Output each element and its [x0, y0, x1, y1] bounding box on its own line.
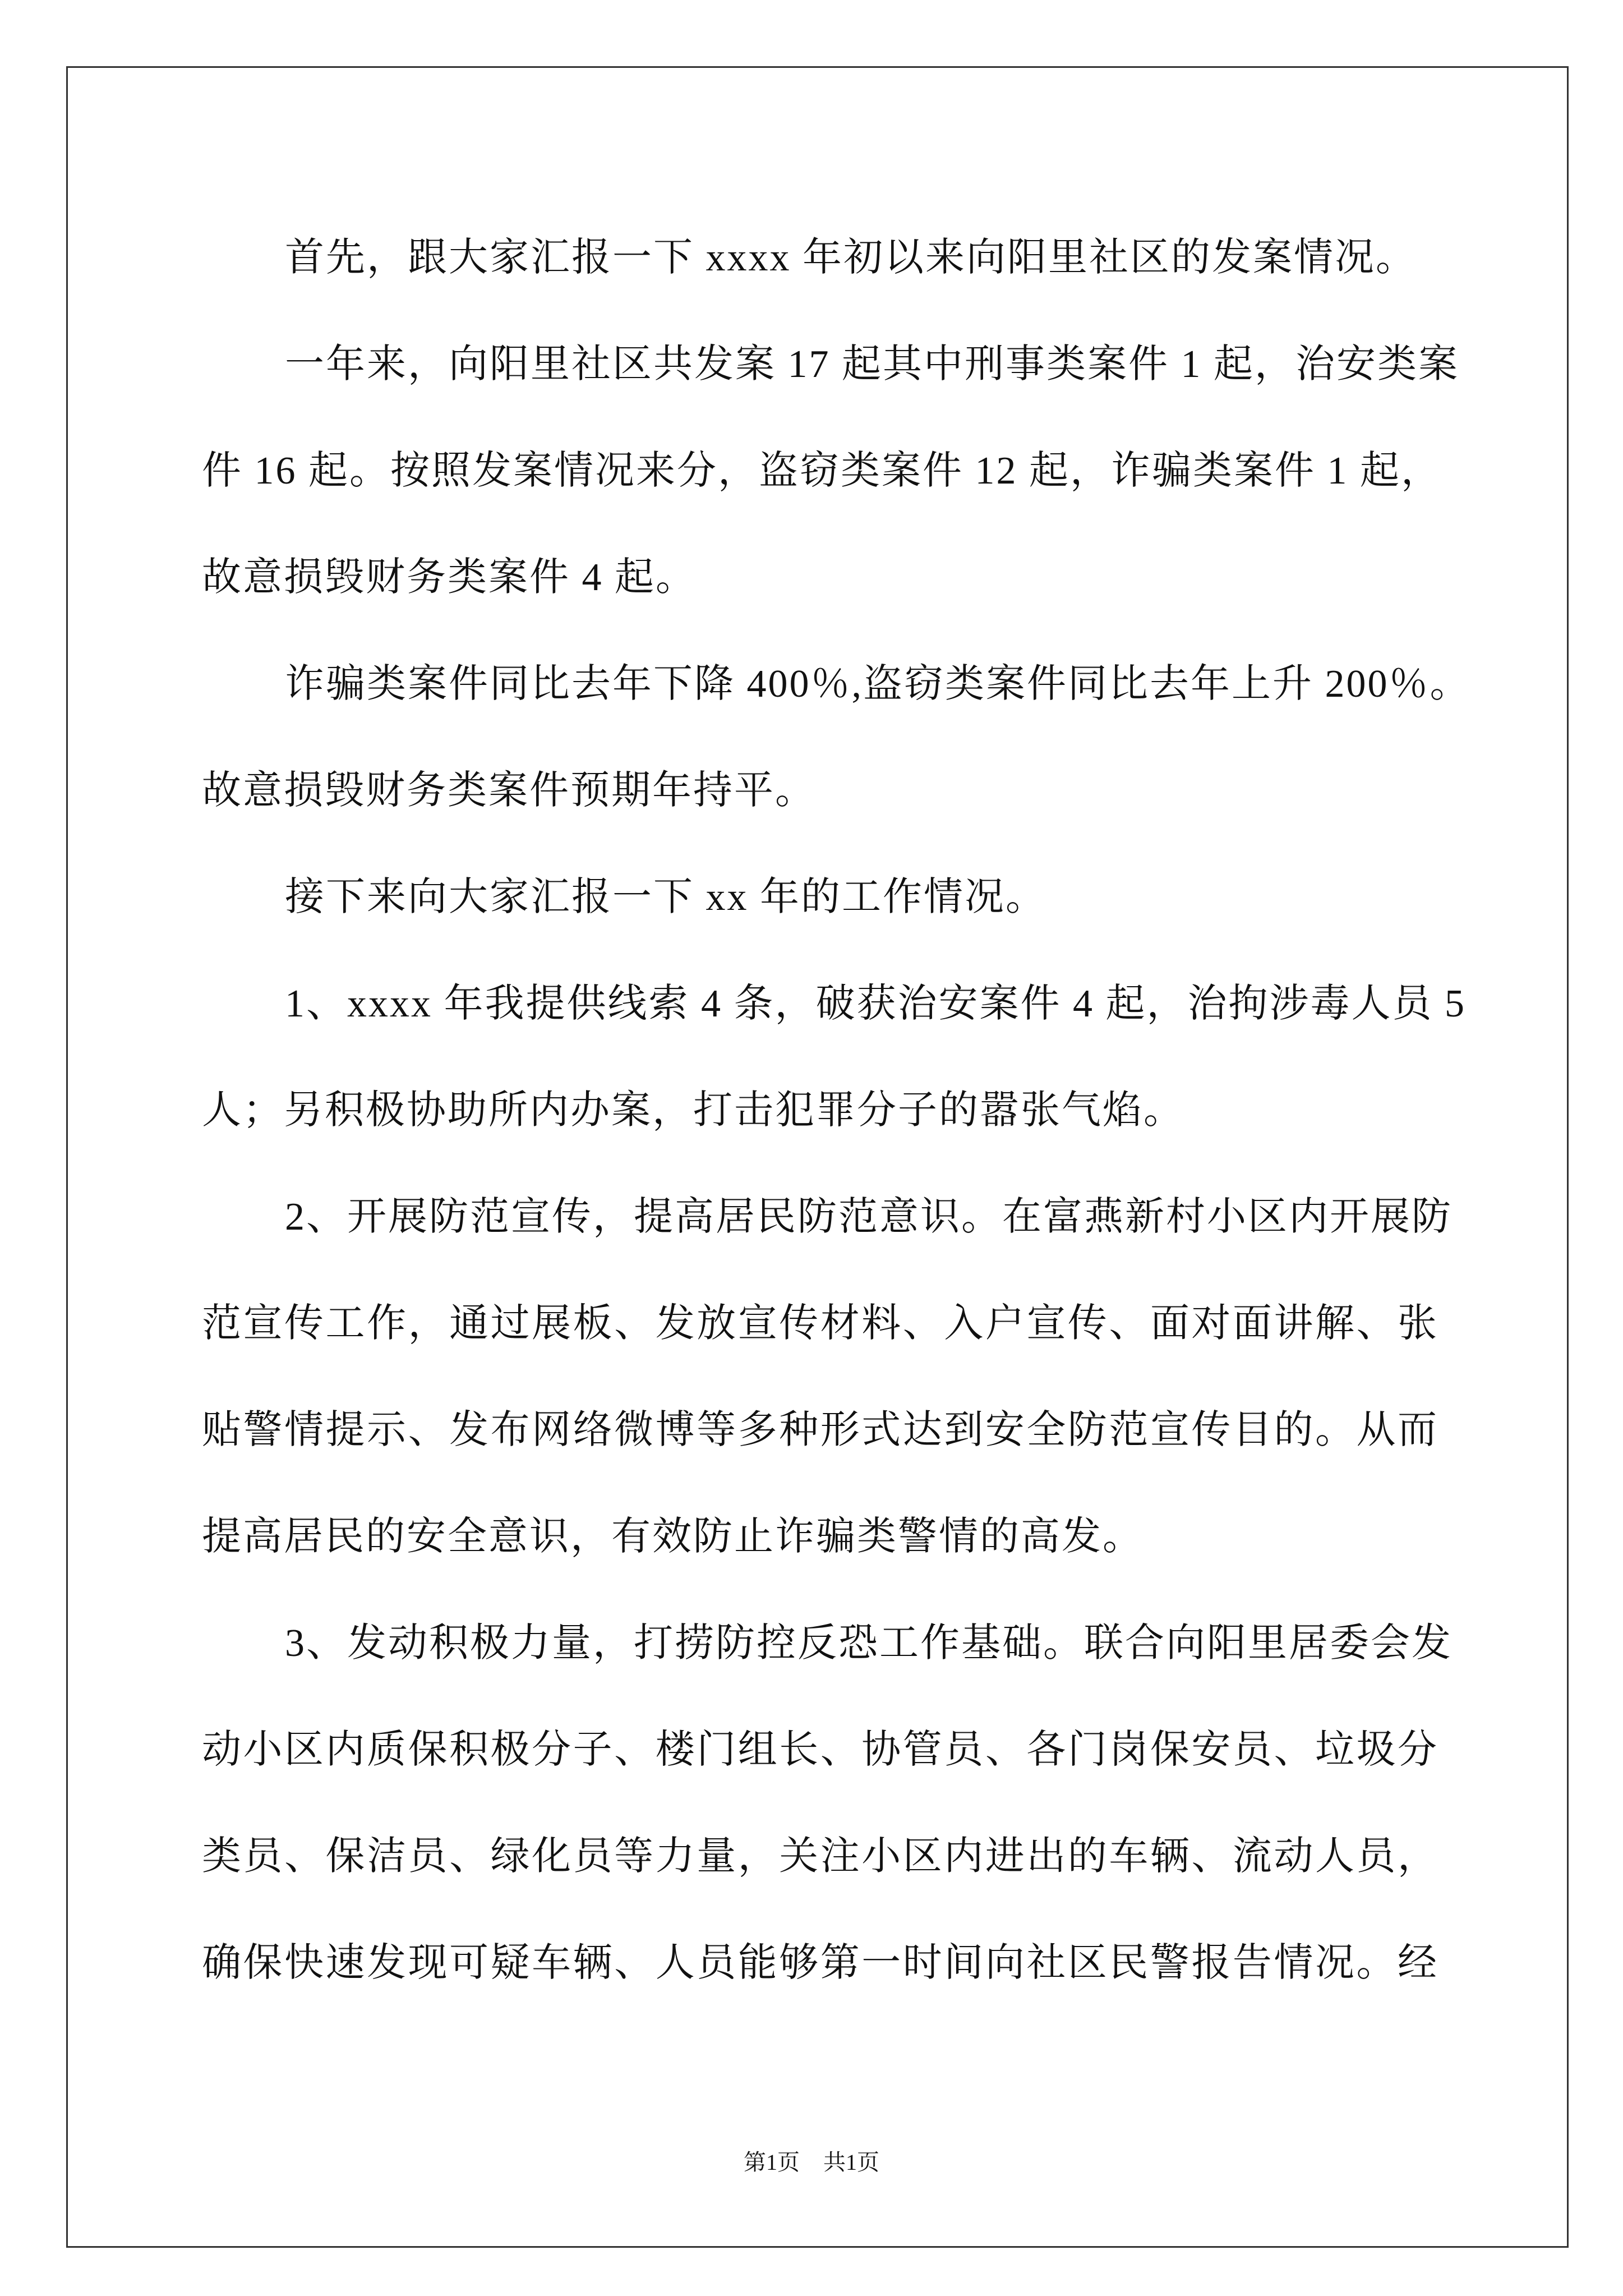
paragraph-line: 确保快速发现可疑车辆、人员能够第一时间向社区民警报告情况。经: [202, 1941, 1438, 1985]
paragraph: [202, 631, 1471, 844]
page-total: 共1页: [823, 2150, 879, 2175]
paragraph: [202, 951, 1466, 1164]
paragraph-line: 故意损毁财务类案件 4 起。: [202, 556, 697, 599]
paragraph-line: 类员、保洁员、绿化员等力量，关注小区内进出的车辆、流动人员，: [202, 1835, 1438, 1878]
page-number: 第1页: [744, 2150, 800, 2175]
paragraph-line: 范宣传工作，通过展板、发放宣传材料、入户宣传、面对面讲解、张: [202, 1302, 1438, 1345]
paragraph-line: 3、发动积极力量，打捞防控反恐工作基础。联合向阳里居委会发: [285, 1622, 1453, 1665]
page-footer: [0, 2148, 1623, 2177]
document-body: [202, 205, 1471, 2017]
paragraph-line: 故意损毁财务类案件预期年持平。: [202, 769, 816, 812]
paragraph-line: 动小区内质保积极分子、楼门组长、协管员、各门岗保安员、垃圾分: [202, 1728, 1438, 1772]
paragraph-line: 1、xxxx 年我提供线索 4 条，破获治安案件 4 起，治拘涉毒人员 5: [285, 982, 1466, 1025]
paragraph-line: 件 16 起。按照发案情况来分，盗窃类案件 12 起，诈骗类案件 1 起，: [202, 449, 1442, 493]
paragraph-line: 首先，跟大家汇报一下 xxxx 年初以来向阳里社区的发案情况。: [285, 236, 1417, 279]
paragraph-line: 人；另积极协助所内办案，打击犯罪分子的嚣张气焰。: [202, 1089, 1184, 1132]
paragraph-line: 提高居民的安全意识，有效防止诈骗类警情的高发。: [202, 1515, 1144, 1558]
paragraph: [202, 1164, 1453, 1590]
paragraph-line: 接下来向大家汇报一下 xx 年的工作情况。: [285, 876, 1046, 919]
paragraph-line: 诈骗类案件同比去年下降 400％,盗窃类案件同比去年上升 200％。: [285, 662, 1471, 706]
paragraph: [202, 311, 1459, 631]
paragraph: [202, 205, 1438, 311]
paragraph-line: 贴警情提示、发布网络微博等多种形式达到安全防范宣传目的。从而: [202, 1409, 1438, 1452]
paragraph-line: 一年来，向阳里社区共发案 17 起其中刑事类案件 1 起，治安类案: [285, 343, 1459, 386]
paragraph: [202, 844, 1438, 951]
paragraph-line: 2、开展防范宣传，提高居民防范意识。在富燕新村小区内开展防: [285, 1195, 1453, 1239]
paragraph: [202, 1590, 1453, 2017]
